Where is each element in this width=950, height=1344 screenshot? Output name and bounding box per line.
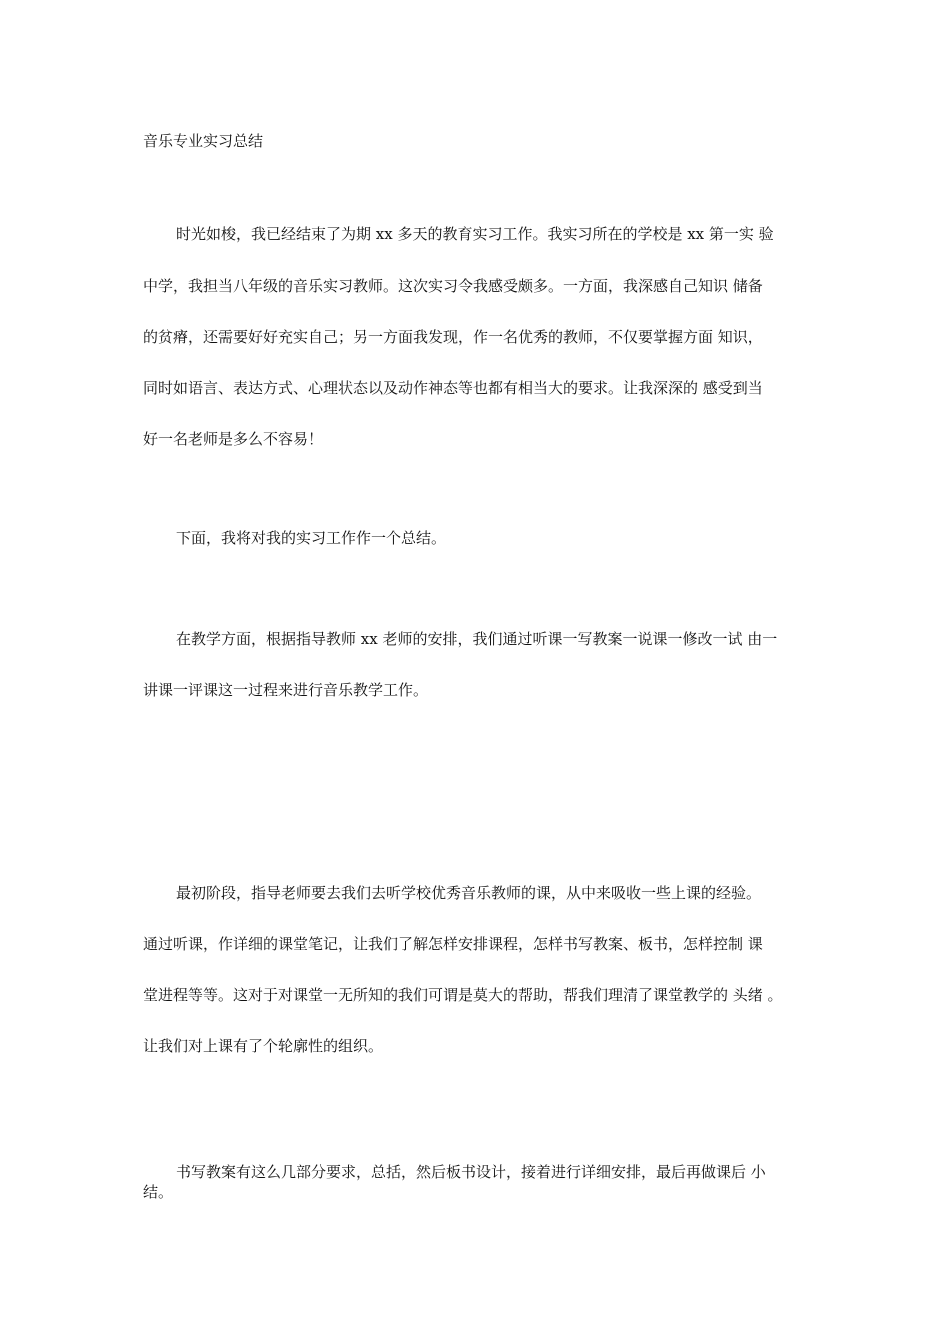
- paragraph-line: 同时如语言、表达方式、心理状态以及动作神态等也都有相当大的要求。让我深深的 感受到当: [143, 379, 763, 397]
- paragraph-line: 讲课一评课这一过程来进行音乐教学工作。: [143, 681, 429, 699]
- paragraph-line: 下面，我将对我的实习工作作一个总结。: [176, 529, 447, 547]
- paragraph-line: 书写教案有这么几部分要求，总括，然后板书设计，接着进行详细安排，最后再做课后 小: [176, 1163, 766, 1181]
- paragraph-line: 好一名老师是多么不容易！: [143, 430, 324, 448]
- paragraph-line: 让我们对上课有了个轮廓性的组织。: [143, 1037, 384, 1055]
- paragraph-line: 在教学方面，根据指导教师 xx 老师的安排，我们通过听课一写教案一说课一修改一试 由一: [176, 630, 778, 648]
- paragraph-line: 通过听课，作详细的课堂笔记，让我们了解怎样安排课程，怎样书写教案、板书，怎样控制 课: [143, 935, 763, 953]
- paragraph-line: 时光如梭，我已经结束了为期 xx 多天的教育实习工作。我实习所在的学校是 xx 第一实 验: [176, 225, 774, 243]
- paragraph-line: 堂进程等等。这对于对课堂一无所知的我们可谓是莫大的帮助，帮我们理清了课堂教学的 头绪 。: [143, 986, 783, 1004]
- document-title: 音乐专业实习总结: [143, 132, 264, 150]
- paragraph-line: 中学，我担当八年级的音乐实习教师。这次实习令我感受颇多。一方面，我深感自己知识 储备: [143, 277, 763, 295]
- paragraph-line: 结。: [143, 1183, 174, 1201]
- paragraph-line: 的贫瘠，还需要好好充实自己；另一方面我发现，作一名优秀的教师，不仅要掌握方面 知识，: [143, 328, 763, 346]
- paragraph-line: 最初阶段，指导老师要去我们去听学校优秀音乐教师的课，从中来吸收一些上课的经验。: [176, 884, 762, 902]
